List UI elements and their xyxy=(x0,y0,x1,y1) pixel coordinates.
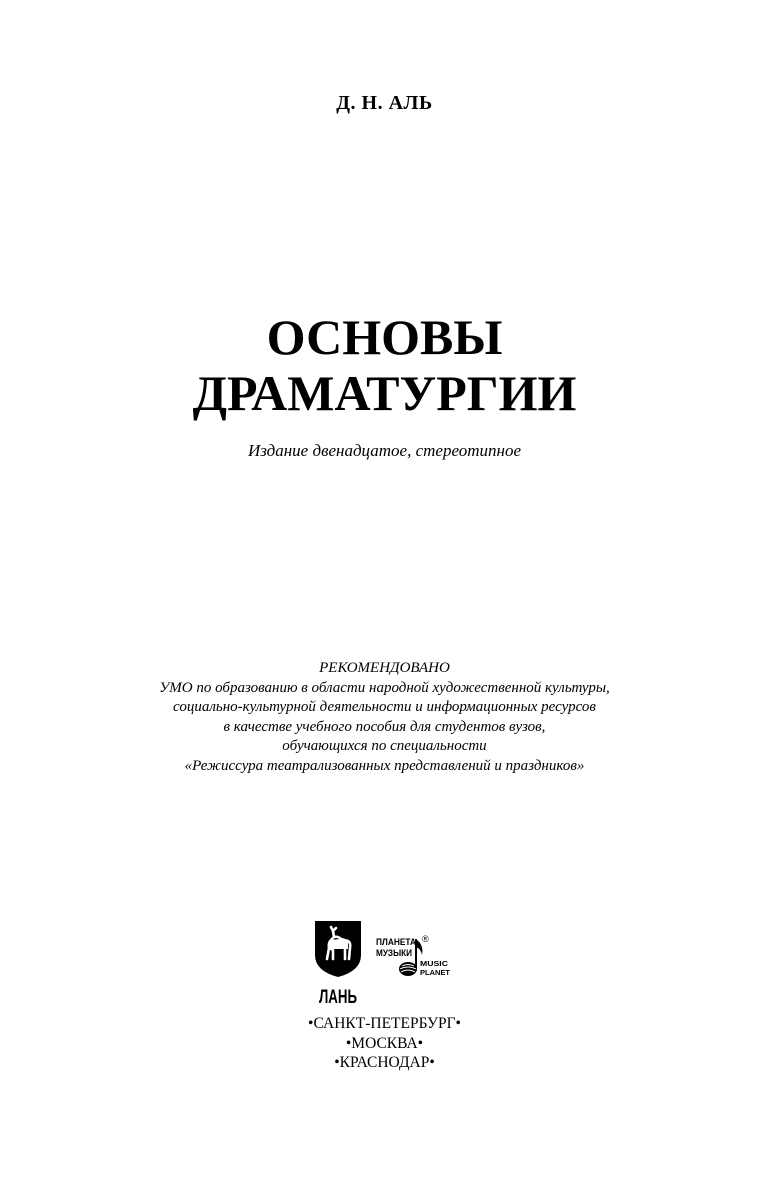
deer-shield-icon xyxy=(315,921,361,977)
recommendation-line: социально-культурной деятельности и информационных ресурсов xyxy=(173,699,596,716)
recommendation-block xyxy=(0,659,769,777)
book-title-line-1: ОСНОВЫ xyxy=(266,309,503,365)
recommendation-line: УМО по образованию в области народной художественной культуры, xyxy=(159,679,610,696)
city-line: •МОСКВА• xyxy=(345,1034,424,1052)
publisher-cities xyxy=(0,1014,769,1073)
planeta-muzyki-logo xyxy=(372,933,462,993)
city-line: •КРАСНОДАР• xyxy=(334,1054,435,1071)
planeta-line-2: МУЗЫКИ xyxy=(376,948,413,959)
publisher-logos xyxy=(0,915,769,1010)
recommendation-line: РЕКОМЕНДОВАНО xyxy=(319,660,450,676)
recommendation-line: в качестве учебного пособия для студентов вузов, xyxy=(223,718,546,735)
planet-text: PLANET xyxy=(420,968,451,977)
planeta-line-1: ПЛАНЕТА xyxy=(376,937,417,948)
book-title-line-2: ДРАМАТУРГИИ xyxy=(192,365,577,421)
music-text: MUSIC xyxy=(420,959,449,968)
recommendation-line: «Режиссура театрализованных представлений и праздников» xyxy=(184,757,585,774)
recommendation-line: обучающихся по специальности xyxy=(282,738,487,755)
author-name: Д. Н. АЛЬ xyxy=(336,92,433,114)
edition-note: Издание двенадцатое, стереотипное xyxy=(247,441,522,460)
lan-logo-text: ЛАНЬ xyxy=(319,987,357,1008)
lan-logo xyxy=(312,915,364,1010)
globe-icon xyxy=(399,962,417,976)
registered-mark: ® xyxy=(422,934,429,944)
city-line: •САНКТ-ПЕТЕРБУРГ• xyxy=(308,1015,461,1032)
